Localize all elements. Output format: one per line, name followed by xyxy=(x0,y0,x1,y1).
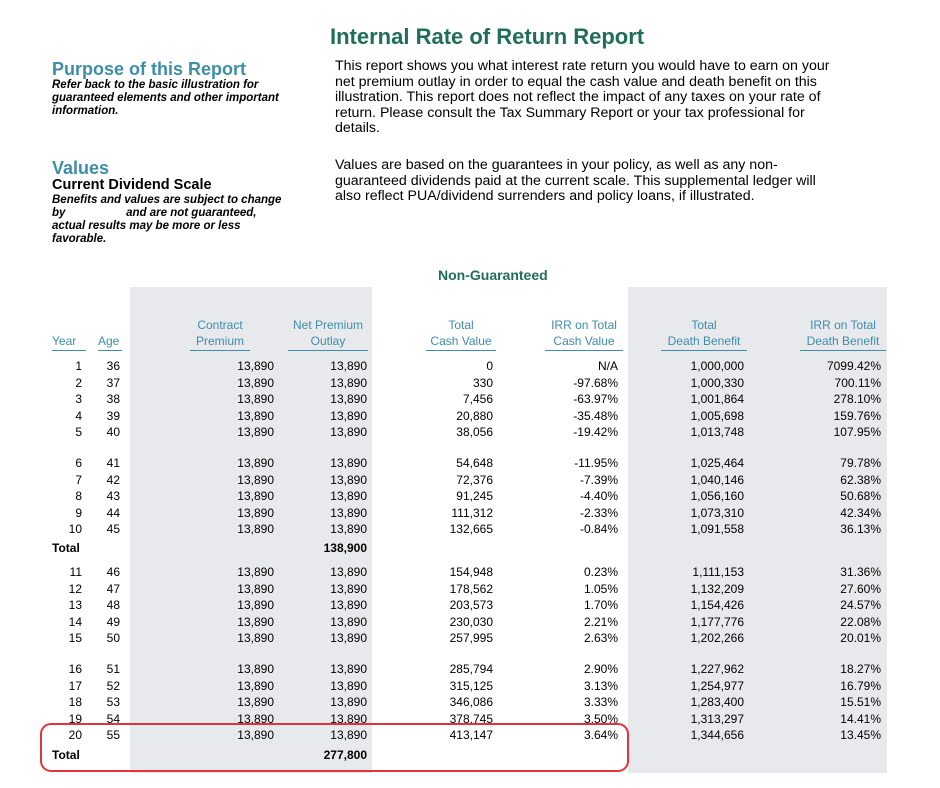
row-irr-death-benefit: 62.38% xyxy=(840,472,881,487)
header-contract-premium xyxy=(190,317,250,351)
row-contract-premium: 13,890 xyxy=(237,678,274,693)
values-note-line: by and are not guaranteed, xyxy=(52,207,257,219)
row-irr-cash-value: 1.05% xyxy=(583,581,618,596)
row-irr-death-benefit: 18.27% xyxy=(840,662,881,676)
row-irr-cash-value: -2.33% xyxy=(579,505,618,520)
row-net-premium-outlay: 13,890 xyxy=(330,581,367,596)
row-net-premium-outlay: 13,890 xyxy=(330,408,367,423)
row-irr-death-benefit: 159.76% xyxy=(833,408,881,423)
row-total-death-benefit: 1,040,146 xyxy=(690,472,744,487)
values-note-line: Benefits and values are subject to change xyxy=(52,194,282,206)
row-contract-premium: 13,890 xyxy=(237,408,274,423)
row-net-premium-outlay: 13,890 xyxy=(330,522,367,536)
row-total-death-benefit: 1,202,266 xyxy=(690,631,744,645)
header-line: IRR on Total xyxy=(810,318,876,332)
header-line: Net Premium xyxy=(292,318,363,332)
row-contract-premium: 13,890 xyxy=(237,711,274,726)
row-year: 17 xyxy=(68,678,82,693)
header-line: Premium xyxy=(195,334,244,348)
row-year: 3 xyxy=(75,392,82,406)
purpose-heading: Purpose of this Report xyxy=(52,59,247,79)
row-irr-death-benefit: 13.45% xyxy=(840,728,881,742)
row-age: 41 xyxy=(106,456,120,470)
row-net-premium-outlay: 13,890 xyxy=(330,456,367,470)
row-age: 51 xyxy=(106,662,120,676)
row-age: 44 xyxy=(106,505,120,520)
row-age: 38 xyxy=(106,392,120,406)
values-text-line: also reflect PUA/dividend surrenders and policy loans, if illustrated. xyxy=(335,188,755,204)
row-total-death-benefit: 1,132,209 xyxy=(690,581,744,596)
row-year: 18 xyxy=(68,695,82,709)
header-line: Death Benefit xyxy=(667,334,741,348)
values-heading: Values xyxy=(52,158,110,178)
purpose-text xyxy=(335,59,910,137)
row-irr-death-benefit: 24.57% xyxy=(840,598,881,612)
row-total-death-benefit: 1,000,330 xyxy=(690,375,744,390)
row-contract-premium: 13,890 xyxy=(237,614,274,629)
row-total-cash-value: 154,948 xyxy=(449,565,493,579)
values-text xyxy=(335,158,910,205)
row-irr-death-benefit: 50.68% xyxy=(840,489,881,503)
row-contract-premium: 13,890 xyxy=(237,489,274,503)
row-total-cash-value: 7,456 xyxy=(462,392,493,406)
row-total-death-benefit: 1,177,776 xyxy=(690,614,744,629)
values-note xyxy=(52,194,322,246)
header-line: Death Benefit xyxy=(806,334,880,348)
row-total-cash-value: 38,056 xyxy=(456,425,493,439)
row-irr-death-benefit: 14.41% xyxy=(840,711,881,726)
header-line: IRR on Total xyxy=(551,318,617,332)
row-net-premium-outlay: 13,890 xyxy=(330,505,367,520)
row-year: 9 xyxy=(75,505,82,520)
header-line: Outlay xyxy=(310,334,346,348)
row-age: 46 xyxy=(106,565,120,579)
row-net-premium-outlay: 13,890 xyxy=(330,392,367,406)
row-age: 37 xyxy=(106,375,120,390)
row-year: 5 xyxy=(75,425,82,439)
row-irr-cash-value: N/A xyxy=(597,359,618,373)
row-irr-cash-value: 3.13% xyxy=(583,678,618,693)
row-total-death-benefit: 1,111,153 xyxy=(692,565,744,579)
row-irr-death-benefit: 79.78% xyxy=(840,456,881,470)
row-contract-premium: 13,890 xyxy=(237,695,274,709)
purpose-note-line: Refer back to the basic illustration for xyxy=(52,79,259,91)
row-year: 7 xyxy=(75,472,82,487)
row-age: 40 xyxy=(106,425,120,439)
row-irr-cash-value: -11.95% xyxy=(574,456,618,470)
values-subheading: Current Dividend Scale xyxy=(52,177,212,193)
row-year: 13 xyxy=(68,598,82,612)
row-net-premium-outlay: 13,890 xyxy=(330,631,367,645)
header-total-cash-value xyxy=(426,317,496,351)
row-net-premium-outlay: 13,890 xyxy=(330,678,367,693)
row-contract-premium: 13,890 xyxy=(237,662,274,676)
row-contract-premium: 13,890 xyxy=(237,425,274,439)
row-net-premium-outlay: 13,890 xyxy=(330,711,367,726)
row-irr-cash-value: -0.84% xyxy=(579,522,618,536)
row-total-cash-value: 111,312 xyxy=(451,505,493,520)
row-contract-premium: 13,890 xyxy=(237,598,274,612)
row-irr-cash-value: -19.42% xyxy=(573,425,618,439)
row-age: 54 xyxy=(106,711,120,726)
row-year: 1 xyxy=(75,359,82,373)
row-contract-premium: 13,890 xyxy=(237,472,274,487)
row-age: 43 xyxy=(106,489,120,503)
row-total-death-benefit: 1,056,160 xyxy=(690,489,744,503)
values-text-line: Values are based on the guarantees in your policy, as well as any non- xyxy=(335,157,778,173)
purpose-text-line: net premium outlay in order to equal the cash value and death benefit on this xyxy=(335,73,817,90)
row-age: 49 xyxy=(106,614,120,629)
row-irr-cash-value: 2.63% xyxy=(583,631,618,645)
row-irr-death-benefit: 700.11% xyxy=(834,375,881,390)
row-irr-death-benefit: 15.51% xyxy=(840,695,881,709)
row-total-death-benefit: 1,313,297 xyxy=(690,711,744,726)
row-total-cash-value: 330 xyxy=(472,375,493,390)
row-net-premium-outlay: 13,890 xyxy=(330,375,367,390)
row-year: 14 xyxy=(68,614,82,629)
header-line: Total xyxy=(691,318,717,332)
header-age: Age xyxy=(98,333,122,351)
row-net-premium-outlay: 13,890 xyxy=(330,489,367,503)
row-net-premium-outlay: 13,890 xyxy=(330,695,367,709)
row-irr-cash-value: -63.97% xyxy=(573,392,618,406)
row-age: 39 xyxy=(106,408,120,423)
row-total-cash-value: 285,794 xyxy=(449,662,493,676)
row-contract-premium: 13,890 xyxy=(237,359,274,373)
row-contract-premium: 13,890 xyxy=(237,581,274,596)
purpose-text-line: illustration. This report does not reflect the impact of any taxes on your rate of xyxy=(335,89,821,105)
row-total-death-benefit: 1,227,962 xyxy=(690,662,744,676)
values-text-line: guaranteed dividends paid at the current scale. This supplemental ledger will xyxy=(335,172,816,189)
row-irr-cash-value: -97.68% xyxy=(573,375,618,390)
purpose-text-line: details. xyxy=(335,120,380,136)
row-total-cash-value: 178,562 xyxy=(449,581,493,596)
total-label: Total xyxy=(52,748,80,762)
row-irr-cash-value: 3.64% xyxy=(583,728,618,742)
row-total-cash-value: 257,995 xyxy=(449,631,493,645)
row-net-premium-outlay: 13,890 xyxy=(330,425,367,439)
row-age: 42 xyxy=(106,472,120,487)
row-total-cash-value: 378,745 xyxy=(449,711,493,726)
row-contract-premium: 13,890 xyxy=(237,505,274,520)
row-irr-death-benefit: 20.01% xyxy=(840,631,881,645)
row-total-death-benefit: 1,091,558 xyxy=(690,522,744,536)
row-total-cash-value: 203,573 xyxy=(449,598,493,612)
row-year: 20 xyxy=(68,728,82,742)
row-irr-cash-value: 3.50% xyxy=(583,711,618,726)
row-net-premium-outlay: 13,890 xyxy=(330,728,367,742)
report-title: Internal Rate of Return Report xyxy=(330,24,645,49)
row-contract-premium: 13,890 xyxy=(237,631,274,645)
purpose-note-line: information. xyxy=(52,105,119,117)
total-net-premium-outlay: 277,800 xyxy=(323,748,367,762)
row-net-premium-outlay: 13,890 xyxy=(330,662,367,676)
header-line: Total xyxy=(448,318,474,332)
values-note-line: actual results may be more or less xyxy=(52,220,241,232)
row-year: 6 xyxy=(75,456,82,470)
row-net-premium-outlay: 13,890 xyxy=(330,614,367,629)
row-total-cash-value: 72,376 xyxy=(456,472,493,487)
row-age: 53 xyxy=(106,695,120,709)
highlight-box xyxy=(40,723,629,772)
row-contract-premium: 13,890 xyxy=(237,456,274,470)
row-irr-death-benefit: 278.10% xyxy=(833,392,881,406)
row-contract-premium: 13,890 xyxy=(237,522,274,536)
row-age: 47 xyxy=(106,581,120,596)
total-net-premium-outlay: 138,900 xyxy=(323,541,367,555)
row-irr-cash-value: 1.70% xyxy=(583,598,618,612)
non-guaranteed-label: Non-Guaranteed xyxy=(438,267,548,283)
row-total-death-benefit: 1,254,977 xyxy=(690,678,744,693)
row-total-death-benefit: 1,154,426 xyxy=(690,598,744,612)
row-year: 19 xyxy=(68,711,82,726)
row-year: 12 xyxy=(68,581,82,596)
row-year: 11 xyxy=(69,565,82,579)
purpose-text-line: return. Please consult the Tax Summary Report or your tax professional for xyxy=(335,104,805,121)
row-total-cash-value: 20,880 xyxy=(456,408,493,423)
row-irr-cash-value: 2.21% xyxy=(583,614,618,629)
purpose-text-line: This report shows you what interest rate return you would have to earn on your xyxy=(335,58,830,74)
row-total-cash-value: 54,648 xyxy=(456,456,493,470)
row-contract-premium: 13,890 xyxy=(237,565,274,579)
row-year: 4 xyxy=(75,408,82,423)
row-total-cash-value: 91,245 xyxy=(456,489,493,503)
row-total-death-benefit: 1,013,748 xyxy=(690,425,744,439)
row-irr-cash-value: -4.40% xyxy=(579,489,618,503)
row-year: 16 xyxy=(68,662,82,676)
row-total-death-benefit: 1,283,400 xyxy=(690,695,744,709)
header-year: Year xyxy=(52,333,86,351)
row-total-cash-value: 0 xyxy=(486,359,493,373)
row-total-death-benefit: 1,025,464 xyxy=(690,456,744,470)
header-total-death-benefit xyxy=(661,317,747,351)
row-year: 10 xyxy=(68,522,82,536)
row-total-cash-value: 346,086 xyxy=(449,695,493,709)
header-line: Cash Value xyxy=(430,334,492,348)
row-age: 50 xyxy=(106,631,120,645)
row-year: 8 xyxy=(75,489,82,503)
row-contract-premium: 13,890 xyxy=(237,375,274,390)
row-irr-death-benefit: 31.36% xyxy=(840,565,881,579)
row-age: 45 xyxy=(106,522,120,536)
row-net-premium-outlay: 13,890 xyxy=(330,359,367,373)
row-contract-premium: 13,890 xyxy=(237,392,274,406)
row-irr-death-benefit: 7099.42% xyxy=(826,359,881,373)
row-irr-cash-value: -7.39% xyxy=(579,472,618,487)
row-total-death-benefit: 1,344,656 xyxy=(690,728,744,742)
row-total-cash-value: 230,030 xyxy=(449,614,493,629)
row-contract-premium: 13,890 xyxy=(237,728,274,742)
header-line: Cash Value xyxy=(553,334,615,348)
row-year: 2 xyxy=(75,375,82,390)
row-age: 52 xyxy=(106,678,120,693)
row-total-death-benefit: 1,005,698 xyxy=(690,408,744,423)
row-total-death-benefit: 1,000,000 xyxy=(690,359,744,373)
row-irr-death-benefit: 27.60% xyxy=(840,581,881,596)
row-age: 36 xyxy=(106,359,120,373)
values-note-line: favorable. xyxy=(52,233,107,245)
row-irr-cash-value: 2.90% xyxy=(583,662,618,676)
row-year: 15 xyxy=(68,631,82,645)
header-irr-cash-value xyxy=(545,317,623,351)
row-total-cash-value: 413,147 xyxy=(449,728,493,742)
row-age: 48 xyxy=(106,598,120,612)
total-label: Total xyxy=(52,541,80,555)
row-total-death-benefit: 1,073,310 xyxy=(690,505,744,520)
row-total-cash-value: 315,125 xyxy=(449,678,493,693)
row-irr-cash-value: 0.23% xyxy=(583,565,618,579)
row-irr-death-benefit: 107.95% xyxy=(833,425,881,439)
row-irr-death-benefit: 16.79% xyxy=(840,678,881,693)
row-age: 55 xyxy=(106,728,120,742)
purpose-note xyxy=(52,79,322,118)
row-total-cash-value: 132,665 xyxy=(449,522,493,536)
header-net-premium-outlay xyxy=(288,317,368,351)
row-irr-cash-value: -35.48% xyxy=(573,408,618,423)
header-line: Contract xyxy=(197,318,243,332)
row-irr-cash-value: 3.33% xyxy=(583,695,618,709)
row-irr-death-benefit: 42.34% xyxy=(840,505,881,520)
row-net-premium-outlay: 13,890 xyxy=(330,598,367,612)
header-irr-death-benefit xyxy=(800,317,886,351)
row-total-death-benefit: 1,001,864 xyxy=(690,392,744,406)
row-net-premium-outlay: 13,890 xyxy=(330,565,367,579)
row-irr-death-benefit: 22.08% xyxy=(840,614,881,629)
row-net-premium-outlay: 13,890 xyxy=(330,472,367,487)
row-irr-death-benefit: 36.13% xyxy=(840,522,881,536)
purpose-note-line: guaranteed elements and other important xyxy=(52,92,279,104)
